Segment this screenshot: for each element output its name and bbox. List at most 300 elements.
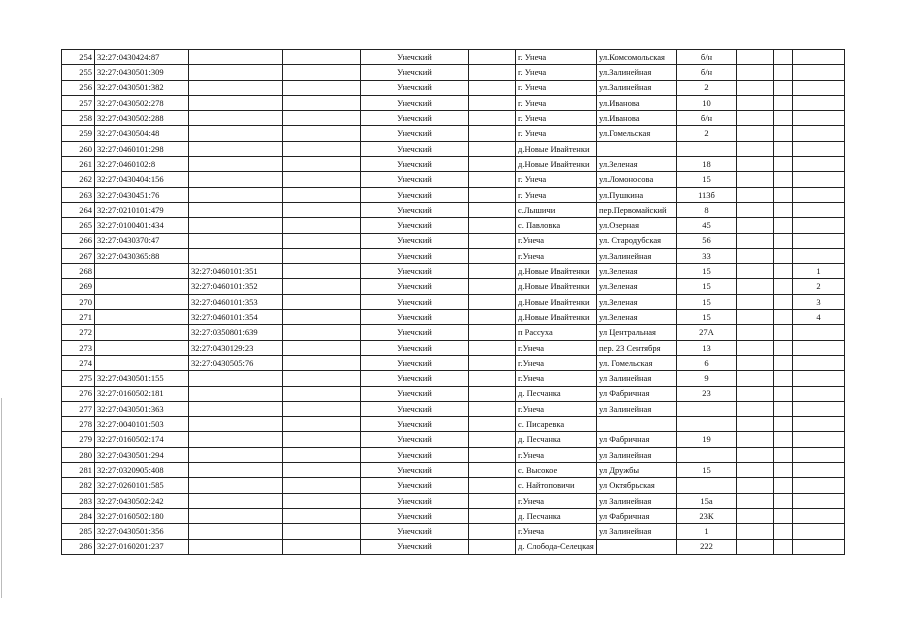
cadastral-number-alt-cell — [189, 233, 283, 248]
street-cell: ул Залинейная — [597, 524, 677, 539]
district-cell: Унечский — [361, 65, 469, 80]
locality-cell: г.Унеча — [516, 340, 597, 355]
cadastral-number-cell — [95, 325, 189, 340]
locality-cell: г. Унеча — [516, 50, 597, 65]
empty-cell — [469, 111, 516, 126]
empty-cell — [283, 325, 361, 340]
sequence-number-cell — [793, 340, 845, 355]
district-cell: Унечский — [361, 111, 469, 126]
empty-cell — [774, 264, 793, 279]
house-number-cell: 18 — [677, 157, 737, 172]
cadastral-number-alt-cell — [189, 172, 283, 187]
district-cell: Унечский — [361, 80, 469, 95]
empty-cell — [469, 386, 516, 401]
empty-cell — [774, 355, 793, 370]
empty-cell — [283, 401, 361, 416]
sequence-number-cell — [793, 80, 845, 95]
cadastral-number-alt-cell: 32:27:0430129:23 — [189, 340, 283, 355]
table-row — [62, 524, 845, 539]
locality-cell: г. Унеча — [516, 172, 597, 187]
cadastral-number-cell: 32:27:0430404:156 — [95, 172, 189, 187]
empty-cell — [774, 157, 793, 172]
row-number-cell: 261 — [62, 157, 95, 172]
empty-cell — [469, 447, 516, 462]
house-number-cell — [677, 401, 737, 416]
district-cell: Унечский — [361, 432, 469, 447]
street-cell: ул Фабричная — [597, 386, 677, 401]
street-cell: пер.Первомайский — [597, 202, 677, 217]
empty-cell — [774, 294, 793, 309]
district-cell: Унечский — [361, 218, 469, 233]
district-cell: Унечский — [361, 126, 469, 141]
empty-cell — [469, 493, 516, 508]
street-cell: ул.Зеленая — [597, 264, 677, 279]
empty-cell — [774, 172, 793, 187]
house-number-cell: 15 — [677, 310, 737, 325]
street-cell: ул.Иванова — [597, 95, 677, 110]
locality-cell: д.Новые Ивайтенки — [516, 264, 597, 279]
row-number-cell: 281 — [62, 463, 95, 478]
house-number-cell: 15а — [677, 493, 737, 508]
row-number-cell: 270 — [62, 294, 95, 309]
house-number-cell: 23 — [677, 386, 737, 401]
empty-cell — [774, 417, 793, 432]
cadastral-number-alt-cell — [189, 371, 283, 386]
locality-cell: с. Найтоповичи — [516, 478, 597, 493]
cadastral-number-alt-cell — [189, 218, 283, 233]
sequence-number-cell — [793, 111, 845, 126]
street-cell: ул Залинейная — [597, 401, 677, 416]
empty-cell — [283, 248, 361, 263]
table-row — [62, 340, 845, 355]
empty-cell — [469, 325, 516, 340]
table-row — [62, 95, 845, 110]
table-row — [62, 218, 845, 233]
table-row — [62, 325, 845, 340]
empty-cell — [283, 524, 361, 539]
district-cell: Унечский — [361, 386, 469, 401]
street-cell: ул.Комсомольская — [597, 50, 677, 65]
table-row — [62, 493, 845, 508]
locality-cell: д. Песчанка — [516, 432, 597, 447]
scan-edge-mark — [1, 398, 2, 598]
district-cell: Унечский — [361, 447, 469, 462]
cadastral-number-cell — [95, 264, 189, 279]
sequence-number-cell: 2 — [793, 279, 845, 294]
house-number-cell: 10 — [677, 95, 737, 110]
table-row — [62, 279, 845, 294]
street-cell: ул.Залинейная — [597, 65, 677, 80]
house-number-cell: 15 — [677, 279, 737, 294]
cadastral-number-alt-cell — [189, 386, 283, 401]
empty-cell — [469, 508, 516, 523]
table-row — [62, 233, 845, 248]
empty-cell — [774, 508, 793, 523]
cadastral-number-alt-cell — [189, 248, 283, 263]
district-cell: Унечский — [361, 172, 469, 187]
empty-cell — [469, 264, 516, 279]
house-number-cell — [677, 417, 737, 432]
empty-cell — [737, 202, 774, 217]
sequence-number-cell — [793, 432, 845, 447]
empty-cell — [469, 371, 516, 386]
cadastral-number-alt-cell — [189, 478, 283, 493]
street-cell: ул.Зеленая — [597, 310, 677, 325]
empty-cell — [737, 218, 774, 233]
empty-cell — [469, 478, 516, 493]
row-number-cell: 257 — [62, 95, 95, 110]
empty-cell — [774, 218, 793, 233]
empty-cell — [469, 417, 516, 432]
sequence-number-cell — [793, 493, 845, 508]
locality-cell: д.Новые Ивайтенки — [516, 279, 597, 294]
row-number-cell: 275 — [62, 371, 95, 386]
sequence-number-cell — [793, 417, 845, 432]
empty-cell — [469, 233, 516, 248]
empty-cell — [283, 478, 361, 493]
house-number-cell: 56 — [677, 233, 737, 248]
empty-cell — [737, 432, 774, 447]
empty-cell — [774, 233, 793, 248]
district-cell: Унечский — [361, 493, 469, 508]
district-cell: Унечский — [361, 355, 469, 370]
cadastral-number-cell — [95, 340, 189, 355]
cadastral-number-cell: 32:27:0430451:76 — [95, 187, 189, 202]
row-number-cell: 283 — [62, 493, 95, 508]
table-row — [62, 508, 845, 523]
district-cell: Унечский — [361, 417, 469, 432]
house-number-cell: 15 — [677, 463, 737, 478]
cadastral-number-alt-cell — [189, 187, 283, 202]
street-cell: ул.Ломоносова — [597, 172, 677, 187]
street-cell: ул.Зеленая — [597, 279, 677, 294]
street-cell: ул.Гомельская — [597, 126, 677, 141]
empty-cell — [283, 463, 361, 478]
empty-cell — [774, 141, 793, 156]
sequence-number-cell — [793, 202, 845, 217]
sequence-number-cell — [793, 126, 845, 141]
empty-cell — [737, 386, 774, 401]
cadastral-number-cell — [95, 310, 189, 325]
district-cell: Унечский — [361, 264, 469, 279]
empty-cell — [283, 508, 361, 523]
empty-cell — [774, 202, 793, 217]
sequence-number-cell — [793, 187, 845, 202]
locality-cell: п Рассуха — [516, 325, 597, 340]
cadastral-number-alt-cell — [189, 141, 283, 156]
house-number-cell: 27А — [677, 325, 737, 340]
empty-cell — [737, 524, 774, 539]
locality-cell: г.Унеча — [516, 493, 597, 508]
empty-cell — [469, 310, 516, 325]
cadastral-number-alt-cell: 32:27:0350801:639 — [189, 325, 283, 340]
row-number-cell: 268 — [62, 264, 95, 279]
row-number-cell: 282 — [62, 478, 95, 493]
empty-cell — [737, 340, 774, 355]
district-cell: Унечский — [361, 233, 469, 248]
empty-cell — [283, 294, 361, 309]
empty-cell — [737, 95, 774, 110]
district-cell: Унечский — [361, 539, 469, 554]
empty-cell — [283, 386, 361, 401]
empty-cell — [774, 463, 793, 478]
district-cell: Унечский — [361, 294, 469, 309]
street-cell: ул Октябрьская — [597, 478, 677, 493]
empty-cell — [737, 111, 774, 126]
cadastral-number-cell: 32:27:0430370:47 — [95, 233, 189, 248]
cadastral-number-cell: 32:27:0430504:48 — [95, 126, 189, 141]
empty-cell — [774, 432, 793, 447]
locality-cell: с. Писаревка — [516, 417, 597, 432]
house-number-cell: 222 — [677, 539, 737, 554]
sequence-number-cell — [793, 463, 845, 478]
locality-cell: д. Песчанка — [516, 508, 597, 523]
property-register-table — [61, 49, 845, 555]
sequence-number-cell — [793, 524, 845, 539]
empty-cell — [774, 111, 793, 126]
district-cell: Унечский — [361, 325, 469, 340]
locality-cell: г. Унеча — [516, 65, 597, 80]
empty-cell — [469, 401, 516, 416]
sequence-number-cell — [793, 447, 845, 462]
empty-cell — [283, 340, 361, 355]
row-number-cell: 274 — [62, 355, 95, 370]
locality-cell: с. Высокое — [516, 463, 597, 478]
street-cell: ул.Залинейная — [597, 248, 677, 263]
cadastral-number-alt-cell — [189, 493, 283, 508]
empty-cell — [774, 539, 793, 554]
street-cell: ул.Озерная — [597, 218, 677, 233]
table-row — [62, 141, 845, 156]
district-cell: Унечский — [361, 463, 469, 478]
empty-cell — [737, 355, 774, 370]
house-number-cell: 45 — [677, 218, 737, 233]
locality-cell: г. Унеча — [516, 95, 597, 110]
empty-cell — [469, 279, 516, 294]
house-number-cell: 113б — [677, 187, 737, 202]
cadastral-number-alt-cell — [189, 463, 283, 478]
table-row — [62, 447, 845, 462]
empty-cell — [283, 126, 361, 141]
sequence-number-cell — [793, 478, 845, 493]
empty-cell — [774, 340, 793, 355]
street-cell: ул. Стародубская — [597, 233, 677, 248]
locality-cell: с.Лышичи — [516, 202, 597, 217]
empty-cell — [737, 463, 774, 478]
empty-cell — [774, 50, 793, 65]
cadastral-number-cell: 32:27:0160201:237 — [95, 539, 189, 554]
row-number-cell: 286 — [62, 539, 95, 554]
district-cell: Унечский — [361, 248, 469, 263]
row-number-cell: 266 — [62, 233, 95, 248]
row-number-cell: 271 — [62, 310, 95, 325]
empty-cell — [774, 310, 793, 325]
locality-cell: г. Унеча — [516, 111, 597, 126]
row-number-cell: 284 — [62, 508, 95, 523]
cadastral-number-alt-cell — [189, 524, 283, 539]
empty-cell — [737, 371, 774, 386]
row-number-cell: 260 — [62, 141, 95, 156]
table-row — [62, 50, 845, 65]
empty-cell — [737, 447, 774, 462]
register-body — [62, 50, 845, 555]
sequence-number-cell: 1 — [793, 264, 845, 279]
empty-cell — [737, 264, 774, 279]
cadastral-number-cell: 32:27:0430501:309 — [95, 65, 189, 80]
table-row — [62, 478, 845, 493]
empty-cell — [469, 248, 516, 263]
empty-cell — [737, 157, 774, 172]
table-row — [62, 294, 845, 309]
district-cell: Унечский — [361, 50, 469, 65]
empty-cell — [283, 187, 361, 202]
empty-cell — [737, 294, 774, 309]
street-cell: ул.Иванова — [597, 111, 677, 126]
empty-cell — [283, 141, 361, 156]
empty-cell — [283, 233, 361, 248]
cadastral-number-alt-cell — [189, 157, 283, 172]
empty-cell — [283, 417, 361, 432]
cadastral-number-alt-cell — [189, 126, 283, 141]
row-number-cell: 262 — [62, 172, 95, 187]
house-number-cell: 15 — [677, 172, 737, 187]
empty-cell — [774, 80, 793, 95]
empty-cell — [737, 233, 774, 248]
sequence-number-cell — [793, 218, 845, 233]
empty-cell — [774, 325, 793, 340]
empty-cell — [469, 294, 516, 309]
street-cell — [597, 539, 677, 554]
house-number-cell: б/н — [677, 111, 737, 126]
empty-cell — [737, 478, 774, 493]
empty-cell — [774, 126, 793, 141]
cadastral-number-alt-cell: 32:27:0460101:353 — [189, 294, 283, 309]
empty-cell — [283, 202, 361, 217]
row-number-cell: 285 — [62, 524, 95, 539]
district-cell: Унечский — [361, 478, 469, 493]
empty-cell — [737, 417, 774, 432]
cadastral-number-alt-cell — [189, 539, 283, 554]
cadastral-number-cell: 32:27:0160502:174 — [95, 432, 189, 447]
sequence-number-cell — [793, 325, 845, 340]
house-number-cell: 19 — [677, 432, 737, 447]
empty-cell — [469, 80, 516, 95]
district-cell: Унечский — [361, 310, 469, 325]
cadastral-number-alt-cell: 32:27:0460101:352 — [189, 279, 283, 294]
sequence-number-cell — [793, 95, 845, 110]
table-row — [62, 248, 845, 263]
locality-cell: д.Новые Ивайтенки — [516, 157, 597, 172]
cadastral-number-cell: 32:27:0430365:88 — [95, 248, 189, 263]
cadastral-number-cell: 32:27:0430501:356 — [95, 524, 189, 539]
house-number-cell — [677, 447, 737, 462]
cadastral-number-cell: 32:27:0260101:585 — [95, 478, 189, 493]
empty-cell — [283, 157, 361, 172]
district-cell: Унечский — [361, 141, 469, 156]
cadastral-number-cell — [95, 294, 189, 309]
empty-cell — [774, 371, 793, 386]
locality-cell: г. Унеча — [516, 126, 597, 141]
street-cell: ул. Гомельская — [597, 355, 677, 370]
row-number-cell: 273 — [62, 340, 95, 355]
locality-cell: г.Унеча — [516, 524, 597, 539]
empty-cell — [737, 493, 774, 508]
sequence-number-cell — [793, 371, 845, 386]
sequence-number-cell — [793, 157, 845, 172]
empty-cell — [469, 340, 516, 355]
empty-cell — [774, 493, 793, 508]
row-number-cell: 272 — [62, 325, 95, 340]
empty-cell — [737, 508, 774, 523]
empty-cell — [469, 172, 516, 187]
cadastral-number-cell: 32:27:0040101:503 — [95, 417, 189, 432]
house-number-cell — [677, 478, 737, 493]
sequence-number-cell — [793, 248, 845, 263]
locality-cell: д.Новые Ивайтенки — [516, 310, 597, 325]
empty-cell — [737, 310, 774, 325]
table-row — [62, 539, 845, 554]
locality-cell: д.Новые Ивайтенки — [516, 294, 597, 309]
cadastral-number-alt-cell — [189, 95, 283, 110]
empty-cell — [469, 65, 516, 80]
street-cell: ул Центральная — [597, 325, 677, 340]
house-number-cell: б/н — [677, 50, 737, 65]
table-row — [62, 355, 845, 370]
table-row — [62, 264, 845, 279]
empty-cell — [774, 386, 793, 401]
sequence-number-cell — [793, 50, 845, 65]
cadastral-number-cell — [95, 279, 189, 294]
empty-cell — [283, 80, 361, 95]
empty-cell — [283, 447, 361, 462]
cadastral-number-cell: 32:27:0210101:479 — [95, 202, 189, 217]
district-cell: Унечский — [361, 202, 469, 217]
sequence-number-cell — [793, 401, 845, 416]
locality-cell: г.Унеча — [516, 355, 597, 370]
empty-cell — [737, 80, 774, 95]
cadastral-number-cell: 32:27:0430501:363 — [95, 401, 189, 416]
empty-cell — [283, 279, 361, 294]
empty-cell — [774, 478, 793, 493]
empty-cell — [469, 432, 516, 447]
sequence-number-cell: 4 — [793, 310, 845, 325]
sequence-number-cell — [793, 233, 845, 248]
locality-cell: с. Павловка — [516, 218, 597, 233]
empty-cell — [774, 187, 793, 202]
empty-cell — [283, 111, 361, 126]
locality-cell: д. Слобода-Селецкая — [516, 539, 597, 554]
table-row — [62, 417, 845, 432]
empty-cell — [737, 248, 774, 263]
locality-cell: г.Унеча — [516, 447, 597, 462]
row-number-cell: 255 — [62, 65, 95, 80]
empty-cell — [774, 401, 793, 416]
row-number-cell: 259 — [62, 126, 95, 141]
empty-cell — [737, 187, 774, 202]
empty-cell — [774, 65, 793, 80]
empty-cell — [469, 187, 516, 202]
sequence-number-cell — [793, 172, 845, 187]
house-number-cell: 1 — [677, 524, 737, 539]
cadastral-number-cell: 32:27:0460101:298 — [95, 141, 189, 156]
row-number-cell: 280 — [62, 447, 95, 462]
house-number-cell: 33 — [677, 248, 737, 263]
empty-cell — [737, 172, 774, 187]
street-cell: ул Фабричная — [597, 432, 677, 447]
cadastral-number-alt-cell: 32:27:0460101:351 — [189, 264, 283, 279]
empty-cell — [283, 539, 361, 554]
cadastral-number-alt-cell — [189, 417, 283, 432]
